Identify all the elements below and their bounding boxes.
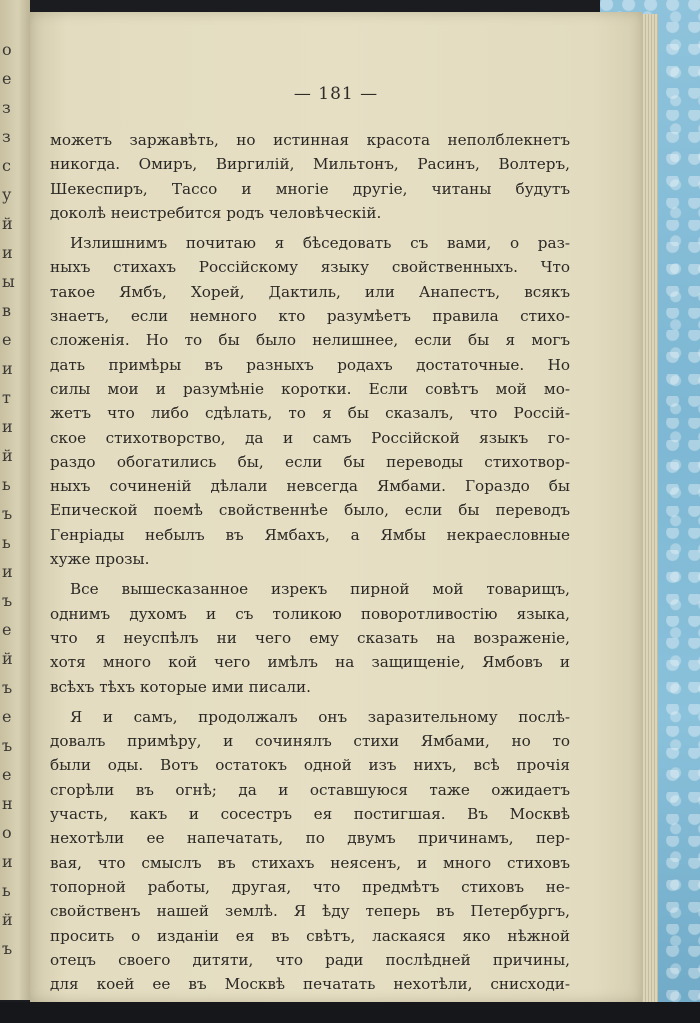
text-line: силы мои и разумѣнiе коротки. Если совѣтъ мой мо- [50, 379, 570, 398]
text-line: ское стихотворство, да и самъ Россiйской языкъ го- [50, 428, 570, 447]
text-line: для коей ее въ Москвѣ печатать нехотѣли, снисходи- [50, 975, 570, 994]
text-line: что я неуспѣлъ ни чего ему сказать на возраженiе, [50, 628, 570, 647]
previous-page-fragment: е [2, 707, 12, 726]
previous-page-fragment: ъ [2, 736, 13, 755]
previous-page-fragment: з [2, 98, 11, 117]
previous-page-fragment: е [2, 765, 12, 784]
previous-page-fragment: ы [2, 272, 15, 291]
previous-page-fragment: в [2, 301, 12, 320]
text-line: жетъ что либо сдѣлать, то я бы сказалъ, что Россiй- [50, 404, 570, 423]
previous-page-fragment: е [2, 330, 12, 349]
previous-page-fragment: и [2, 243, 13, 262]
paragraph [50, 705, 570, 997]
text-line: топорной работы, другая, что предмѣтъ стиховъ не- [50, 877, 570, 896]
text-line: ныхъ сочиненiй дѣлали невсегда Ямбами. Гораздо бы [50, 477, 570, 496]
previous-page-fragment: с [2, 156, 11, 175]
previous-page-fragment: о [2, 40, 12, 59]
paragraph [50, 577, 570, 698]
text-line: сложенiя. Но то бы было нелишнее, если бы я могъ [50, 331, 570, 350]
text-line: Епической поемѣ свойственнѣе было, если бы переводъ [50, 501, 570, 520]
text-line: вая, что смыслъ въ стихахъ неясенъ, и много стиховъ [50, 853, 570, 872]
text-line: довалъ примѣру, и сочинялъ стихи Ямбами, но то [50, 732, 570, 751]
previous-page-fragment: т [2, 388, 11, 407]
text-line: Я и самъ, продолжалъ онъ заразительному послѣ- [70, 707, 570, 726]
previous-page-fragment: з [2, 127, 11, 146]
text-line: дать примѣры въ разныхъ родахъ достаточные. Но [50, 355, 570, 374]
previous-page-fragment: ъ [2, 504, 13, 523]
text-line: нехотѣли ее напечатать, по двумъ причинамъ, пер- [50, 829, 570, 848]
previous-page-fragment: и [2, 417, 13, 436]
text-line: доколѣ неистребится родъ человѣческiй. [50, 203, 382, 222]
text-line: раздо обогатились бы, если бы переводы стихотвор- [50, 452, 570, 471]
previous-page-fragment: и [2, 852, 13, 871]
text-line: такое Ямбъ, Хорей, Дактиль, или Анапестъ, всякъ [50, 282, 570, 301]
page-number: — 181 — [293, 84, 379, 104]
previous-page-fragment: е [2, 69, 12, 88]
text-line: ныхъ стихахъ Россiйскому языку свойственныхъ. Что [50, 258, 570, 277]
text-line: Шекеспиръ, Тассо и многiе другiе, читаны будутъ [50, 179, 570, 198]
previous-page-fragment: ъ [2, 939, 13, 958]
text-line: Излишнимъ почитаю я бѣседовать съ вами, о раз- [70, 234, 570, 253]
previous-page-fragment: й [2, 910, 13, 929]
paragraph [50, 231, 570, 571]
text-line: никогда. Омиръ, Виргилiй, Мильтонъ, Расинъ, Волтеръ, [50, 155, 570, 174]
previous-page-fragment: и [2, 562, 13, 581]
previous-page-fragment: ь [2, 475, 11, 494]
text-line: сгорѣли въ огнѣ; да и оставшуюся таже ожидаетъ [50, 780, 570, 799]
previous-page-fragment: ь [2, 881, 11, 900]
previous-page-fragment: и [2, 359, 13, 378]
previous-page-fragment: й [2, 446, 13, 465]
previous-page-fragment: о [2, 823, 12, 842]
text-line: хотя много кой чего имѣлъ на защищенiе, Ямбовъ и [50, 653, 570, 672]
page-text [50, 128, 570, 1002]
book-page [30, 12, 642, 1002]
previous-page-fragment: н [2, 794, 13, 813]
previous-page-edge [0, 0, 30, 1000]
text-line: свойственъ нашей землѣ. Я ѣду теперь въ Петербургъ, [50, 902, 570, 921]
bottom-shadow [0, 1002, 700, 1023]
paragraph [50, 128, 570, 225]
previous-page-fragment: у [2, 185, 12, 204]
previous-page-fragment: ъ [2, 678, 13, 697]
text-line: знаетъ, если немного кто разумѣетъ правила стихо- [50, 307, 570, 326]
text-line: хуже прозы. [50, 550, 150, 569]
text-line: просить о изданiи ея въ свѣтъ, ласкаяся яко нѣжной [50, 926, 570, 945]
text-line: Все вышесказанное изрекъ пирной мой товарищъ, [70, 580, 570, 599]
page-stack-edges [640, 14, 658, 1002]
text-line: можетъ заржавѣть, но истинная красота неполблекнетъ [50, 131, 570, 149]
previous-page-fragment: й [2, 214, 13, 233]
text-line: участь, какъ и сосестръ ея постигшая. Въ Москвѣ [50, 805, 570, 824]
previous-page-fragment: й [2, 649, 13, 668]
previous-page-fragment: ь [2, 533, 11, 552]
text-line: однимъ духомъ и съ толикою поворотливостiю языка, [50, 604, 570, 623]
text-line: были оды. Вотъ остатокъ одной изъ нихъ, всѣ прочiя [50, 756, 570, 775]
previous-page-fragment: ъ [2, 591, 13, 610]
previous-page-fragment: е [2, 620, 12, 639]
text-line: Генрiады небылъ въ Ямбахъ, а Ямбы некраесловные [50, 525, 570, 544]
text-line: отецъ своего дитяти, что ради послѣдней причины, [50, 950, 570, 969]
text-line: всѣхъ тѣхъ которые ими писали. [50, 677, 311, 696]
